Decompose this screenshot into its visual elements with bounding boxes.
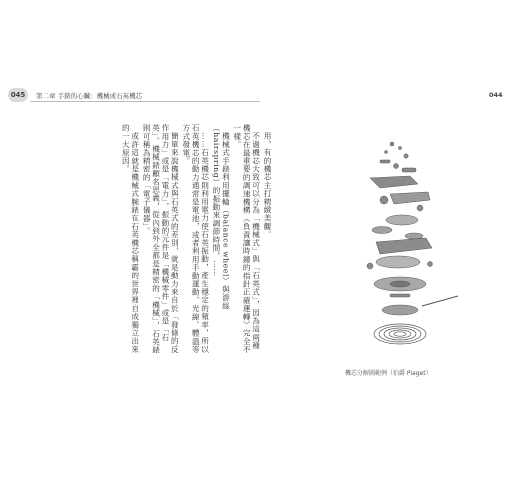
paragraph: 或許這就是機械式腕錶在石英機芯稱霸的世界裡自成獨立出來的一大原因。 (121, 124, 140, 353)
exploded-movement-illustration (340, 138, 460, 363)
page-number-left: 045 (8, 88, 28, 102)
chapter-label: 第二章 (36, 92, 56, 100)
paragraph: 用，有的機芯主打精緻美觀。 (263, 131, 272, 239)
chapter-title: 手錶的心臟：機械或石英機芯 (57, 92, 143, 100)
movement-parts-drawing (340, 138, 460, 363)
figure-caption: 機芯分解圖範例（伯爵 Piaget） (345, 370, 432, 377)
paragraph: ……石英機芯則利用電力使石英振動，產生穩定的頻率，所以石英機芯的動力通常是電池，或者利用手動運動、光線、體溫等方式發電。 (181, 124, 210, 354)
vertical-body-text (121, 124, 272, 356)
page-number-right: 044 (489, 91, 503, 99)
paragraph: 機械式手錶利用擺輪（balance wheel）與游絲（hairspring）的振動來調節時間，…… (211, 124, 231, 310)
header-divider (30, 101, 260, 102)
running-head (36, 91, 142, 100)
paragraph: 簡單來說機械式與石英式的差別，就是動力來自於「發條的反作用力」或是「電力」，振動的元件是「機械零件」或是「石英」。機械錶顧名思義，從內到外全都是精密的「機械」，石英錶則可稱為精密的「電子儀器」。 (142, 124, 180, 355)
paragraph: 不過機芯大致可以分為「機械式」與「石英式」，因為這兩種機芯在最重要的調速機構（負責讓時鐘的指針正確運轉）完全不一樣。 (232, 124, 261, 354)
